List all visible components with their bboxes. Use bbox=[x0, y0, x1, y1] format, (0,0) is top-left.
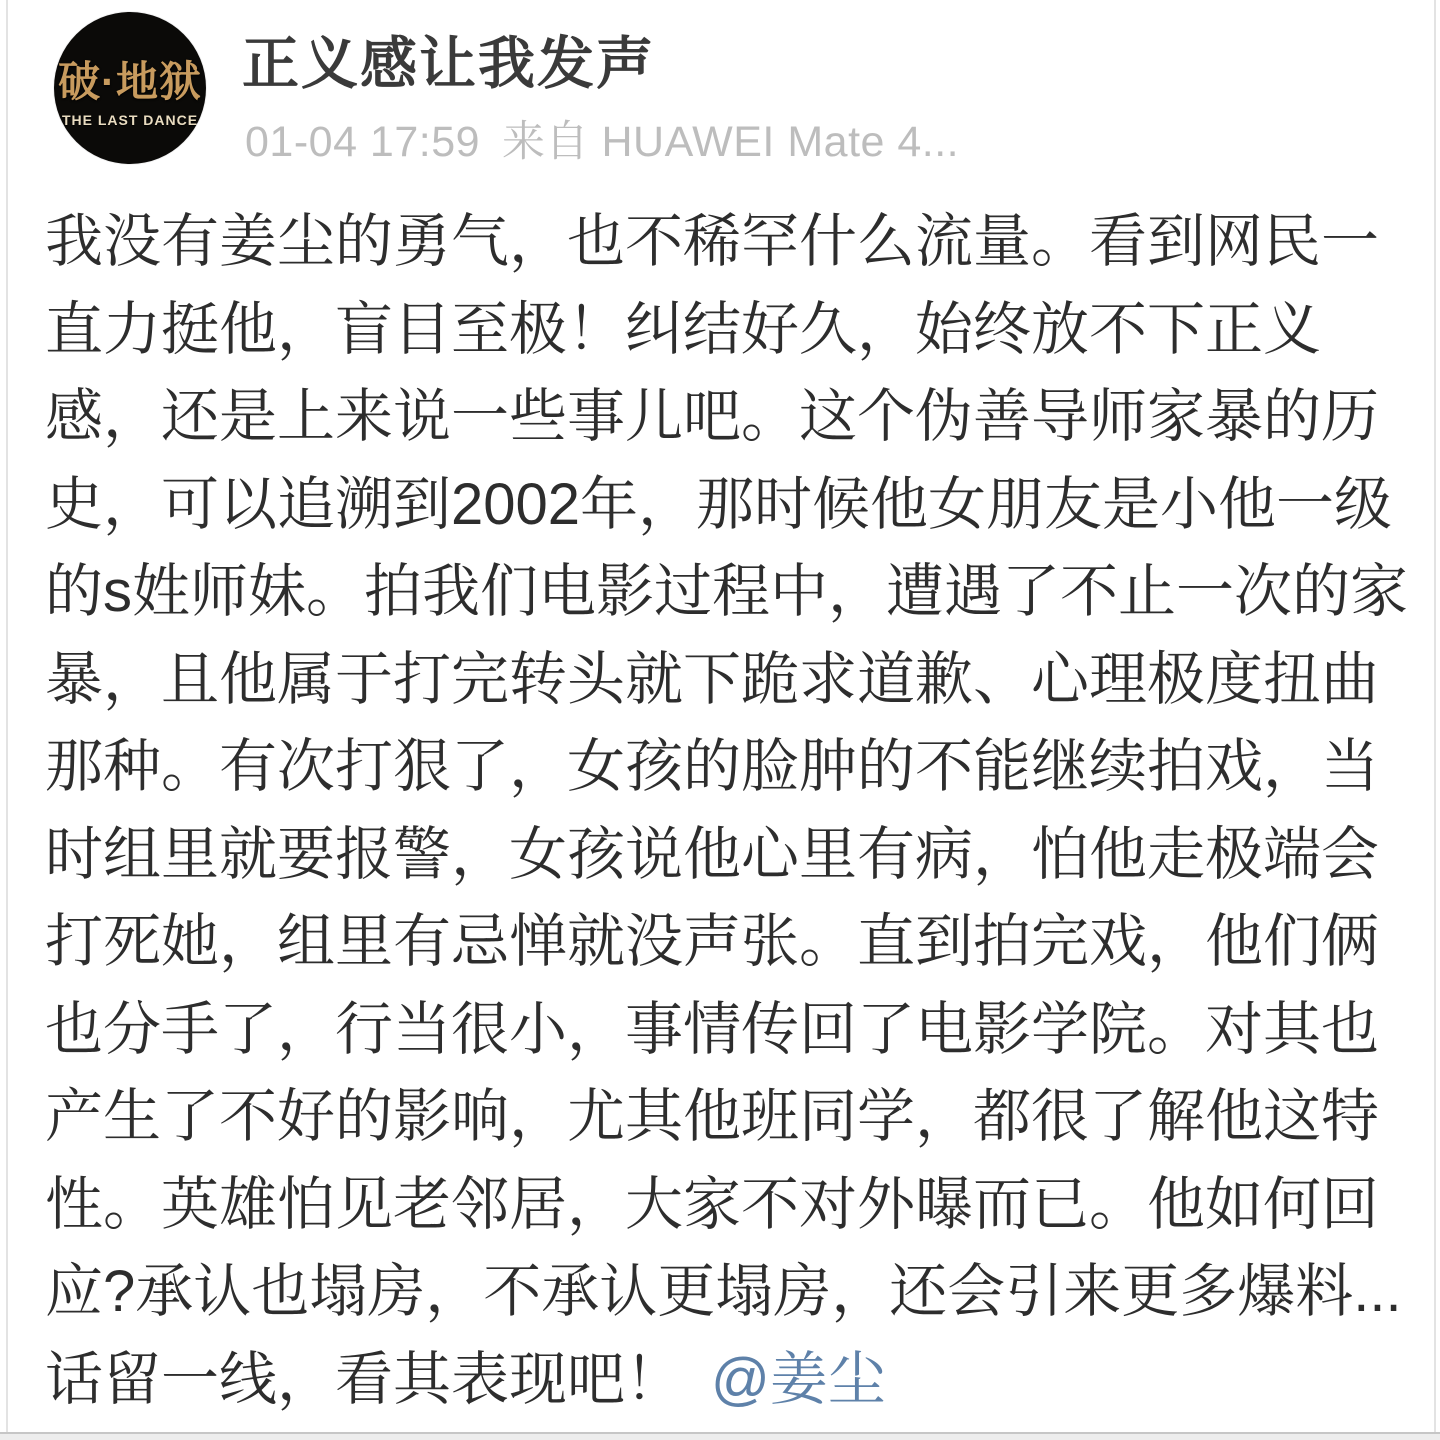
post-meta bbox=[245, 108, 959, 169]
avatar-movie-title: 破·地狱 bbox=[58, 57, 202, 105]
post-line: 那种。有次打狠了，女孩的脸肿的不能继续拍戏，当 bbox=[45, 734, 1380, 799]
post-line: 打死她，组里有忌惮就没声张。直到拍完戏，他们俩 bbox=[45, 909, 1380, 974]
post-line: 也分手了，行当很小，事情传回了电影学院。对其也 bbox=[45, 996, 1380, 1062]
mention-link[interactable]: @姜尘 bbox=[711, 1346, 886, 1412]
post-source-device[interactable]: 来自 HUAWEI Mate 4... bbox=[502, 118, 960, 166]
post-line: 史，可以追溯到2002年，那时候他女朋友是小他一级 bbox=[45, 471, 1393, 537]
post-line: 时组里就要报警，女孩说他心里有病，怕他走极端会 bbox=[45, 821, 1380, 887]
post-line: 应?承认也塌房，不承认更塌房，还会引来更多爆料... bbox=[45, 1259, 1402, 1324]
frame-edge-right bbox=[1434, 0, 1436, 1434]
post-line: 感，还是上来说一些事儿吧。这个伪善导师家暴的历 bbox=[45, 384, 1380, 449]
post-line: 直力挺他，盲目至极！纠结好久，始终放不下正义 bbox=[45, 296, 1322, 362]
username[interactable]: 正义感让我发声 bbox=[242, 32, 655, 96]
post-line: 性。英雄怕见老邻居，大家不对外曝而已。他如何回 bbox=[45, 1171, 1380, 1237]
post-line-last-text: 话留一线，看其表现吧！ bbox=[45, 1346, 684, 1412]
post-line-last bbox=[45, 1336, 1405, 1424]
post-line: 产生了不好的影响，尤其他班同学，都很了解他这特 bbox=[45, 1084, 1380, 1149]
user-avatar[interactable] bbox=[54, 12, 206, 164]
post-body bbox=[45, 198, 1409, 1423]
post-line: 暴，且他属于打完转头就下跪求道歉、心理极度扭曲 bbox=[45, 646, 1380, 712]
post-timestamp: 01-04 17:59 bbox=[245, 118, 481, 166]
avatar-movie-subtitle: THE LAST DANCE bbox=[61, 111, 199, 128]
post-line: 我没有姜尘的勇气，也不稀罕什么流量。看到网民一 bbox=[45, 209, 1380, 274]
post-header bbox=[46, 8, 1396, 168]
frame-edge-bottom bbox=[0, 1432, 1440, 1440]
post-line: 的s姓师妹。拍我们电影过程中，遭遇了不止一次的家 bbox=[45, 559, 1409, 624]
frame-edge-left bbox=[6, 0, 8, 1434]
